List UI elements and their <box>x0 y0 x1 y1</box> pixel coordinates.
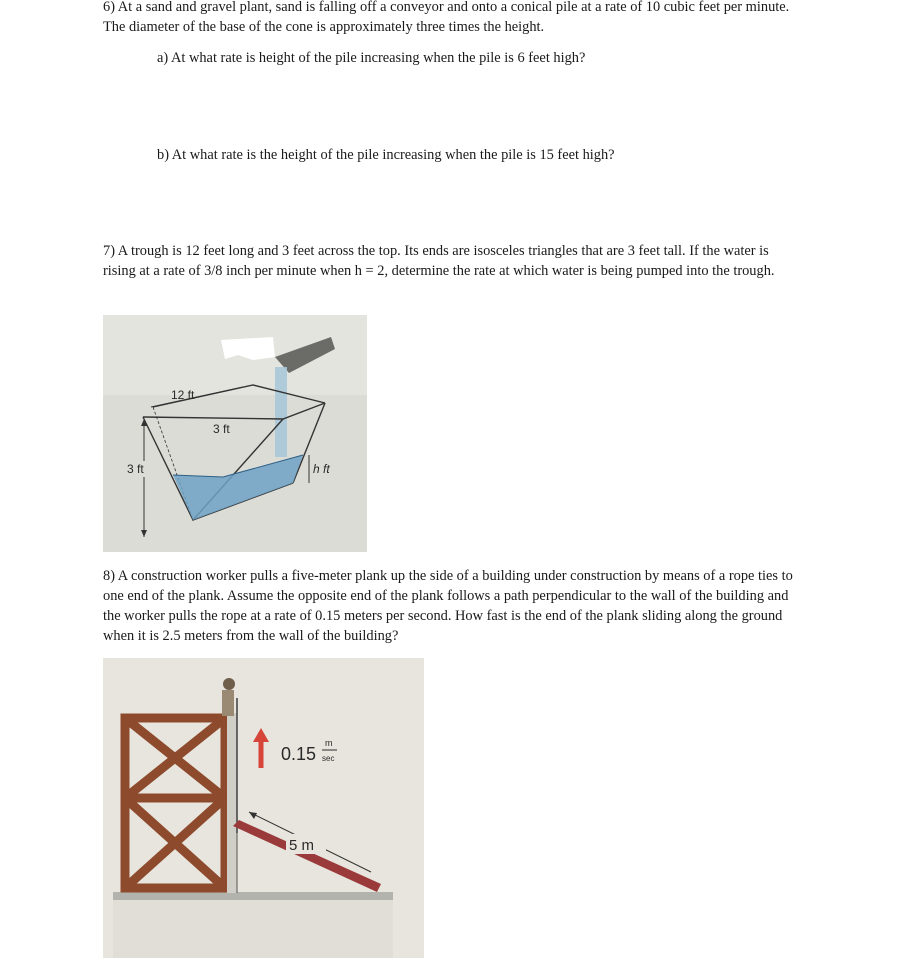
rate-unit-denominator: sec <box>322 754 335 763</box>
trough-figure <box>103 315 367 552</box>
plank-length-label: 5 m <box>289 837 315 854</box>
rate-unit-numerator: m <box>325 738 333 748</box>
problem-7-text: 7) A trough is 12 feet long and 3 feet across the top. Its ends are isosceles triangles that are 3 feet tall. If the water is rising at a rate of 3/8 inch per minute when h = 2, determine the rate at which water is being pumped into the trough. <box>103 243 775 279</box>
trough-h-label: h ft <box>313 462 330 476</box>
problem-8-text: 8) A construction worker pulls a five-meter plank up the side of a building under construction by means of a rope ties to one end of the plank. Assume the opposite end of the plank follows a path perpendicular to the wall of the building and the worker pulls the rope at a rate of 0.15 meters per second. How fast is the end of the plank sliding along the ground when it is 2.5 meters from the wall of the building? <box>103 568 793 644</box>
problem-6-text: 6) At a sand and gravel plant, sand is falling off a conveyor and onto a conical pile at a rate of 10 cubic feet per minute. The diameter of the base of the cone is approximately three times the height. <box>103 0 790 35</box>
plank-figure <box>103 658 424 958</box>
problem-6b-text: b) At what rate is the height of the pile increasing when the pile is 15 feet high? <box>157 147 615 163</box>
trough-top-label: 3 ft <box>213 422 230 436</box>
trough-length-label: 12 ft <box>171 388 195 402</box>
trough-height-label: 3 ft <box>127 462 144 476</box>
rate-value: 0.15 <box>281 744 317 764</box>
problem-6a-text: a) At what rate is height of the pile increasing when the pile is 6 feet high? <box>157 50 586 66</box>
